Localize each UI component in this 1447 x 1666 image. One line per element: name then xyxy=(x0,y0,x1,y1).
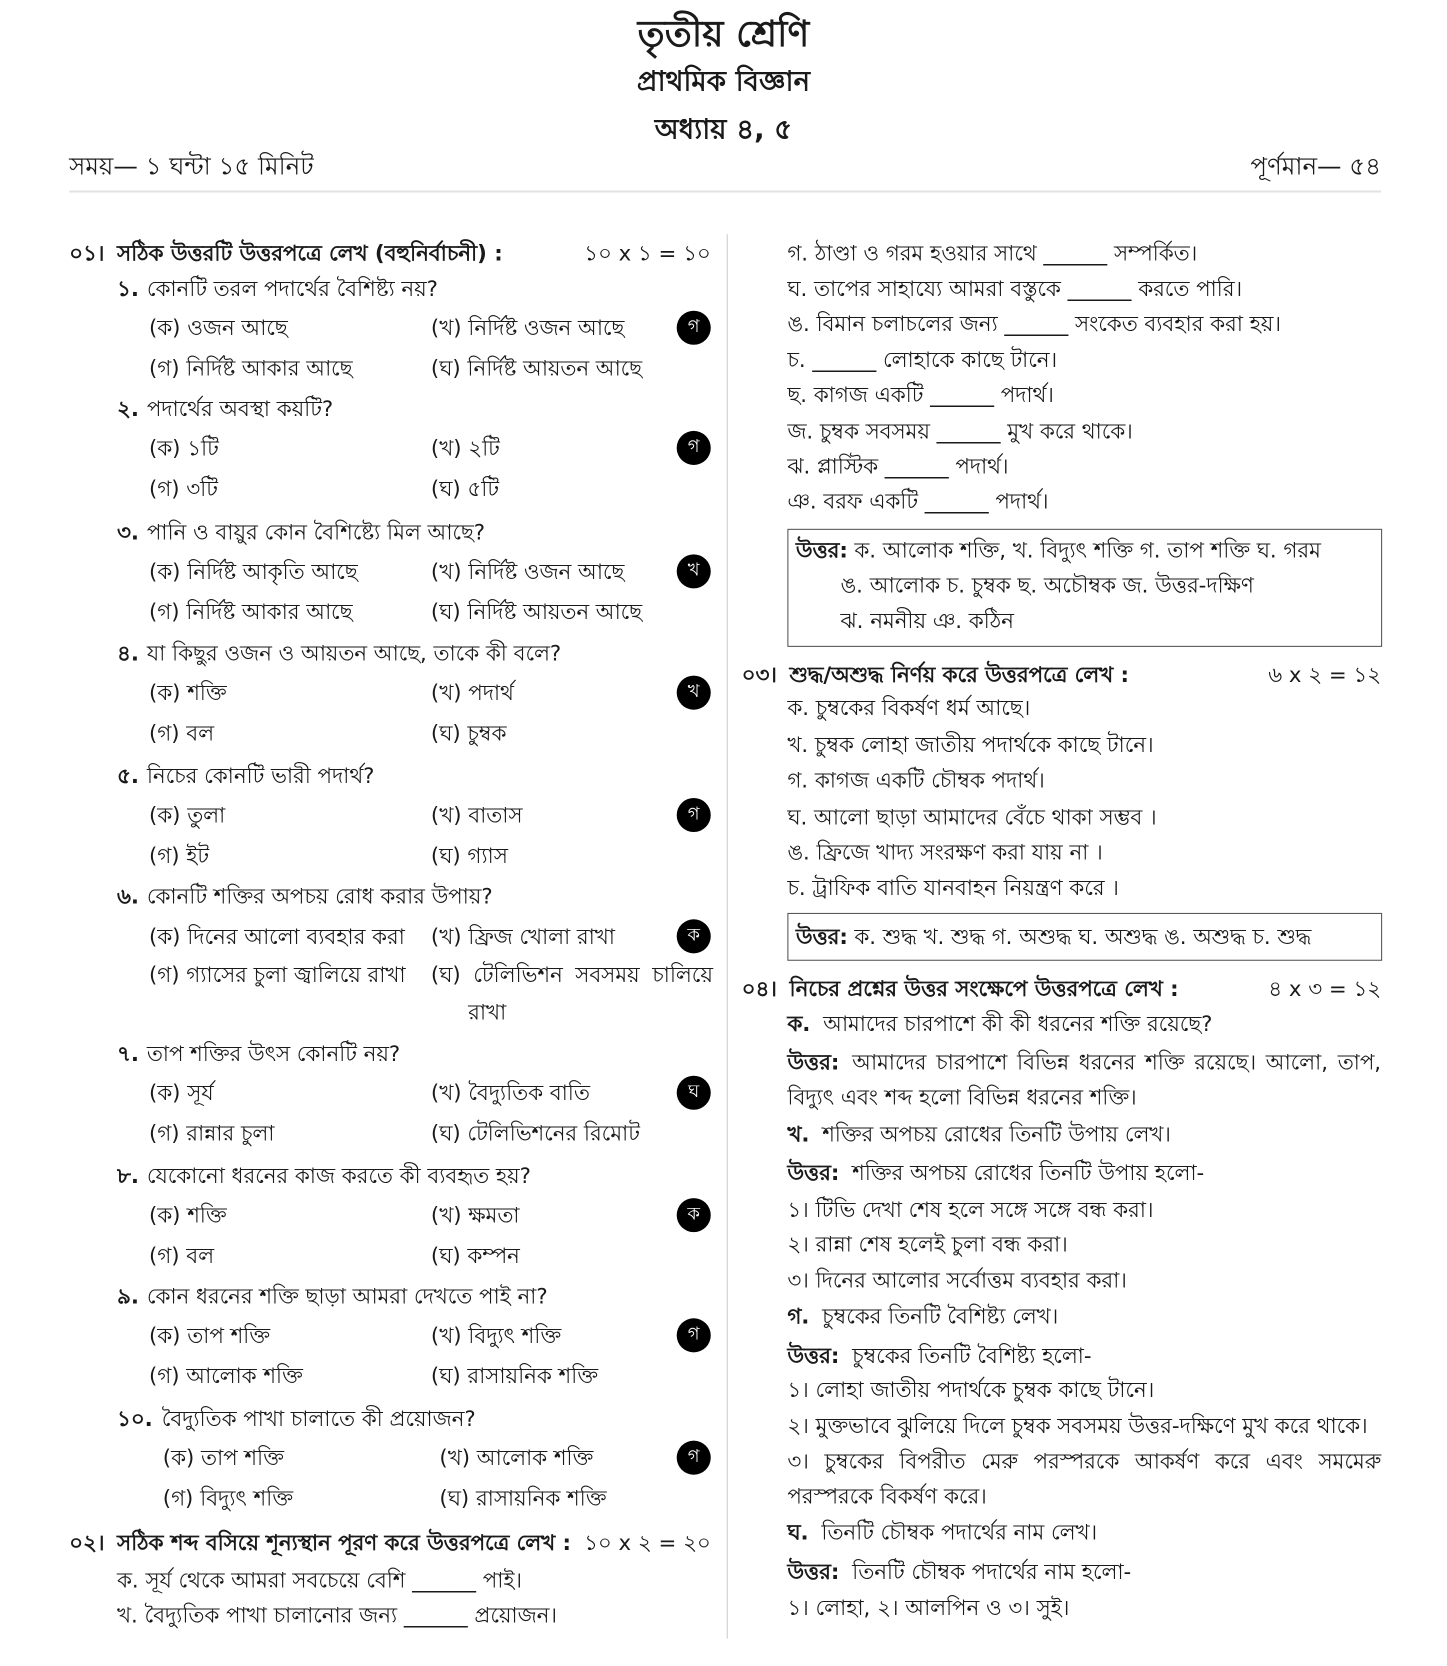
line-text: ১। লোহা জাতীয় পদার্থকে চুম্বক কাছে টানে। xyxy=(787,1376,1155,1403)
full-marks: পূর্ণমান— ৫৪ xyxy=(1250,153,1382,181)
section-title: নিচের প্রশ্নের উত্তর সংক্ষেপে উত্তরপত্রে লেখ : xyxy=(789,975,1179,1002)
question-text: যা কিছুর ওজন ও আয়তন আছে, তাকে কী বলে? xyxy=(146,640,562,667)
line-text: ১। লোহা, ২। আলপিন ও ৩। সুই। xyxy=(787,1594,1070,1621)
answer-badge: গ xyxy=(677,1318,711,1352)
option-ka: (ক) ১টি xyxy=(148,435,219,461)
line-text: আমাদের চারপাশে কী কী ধরনের শক্তি রয়েছে? xyxy=(823,1010,1213,1037)
section-number: ০৪। xyxy=(741,975,777,1002)
section-marks: ৬ x ২ = ১২ xyxy=(1268,661,1382,688)
short-question xyxy=(787,1117,1381,1152)
option-ka: (ক) সূর্য xyxy=(148,1079,214,1106)
short-question xyxy=(787,1299,1381,1334)
line-text: শক্তির অপচয় রোধের তিনটি উপায় লেখ। xyxy=(822,1121,1171,1147)
option-gha: (ঘ) নির্দিষ্ট আয়তন আছে xyxy=(430,599,643,625)
line-label: উত্তর: xyxy=(787,1342,840,1369)
column-divider xyxy=(727,234,728,1638)
line-text: শক্তির অপচয় রোধের তিনটি উপায় হলো- xyxy=(852,1159,1205,1186)
line-text: ১। টিভি দেখা শেষ হলে সঙ্গে সঙ্গে বন্ধ করা। xyxy=(787,1197,1154,1223)
exam-time: সময়— ১ ঘন্টা ১৫ মিনিট xyxy=(69,153,314,181)
true-false-item: ক. চুম্বকের বিকর্ষণ ধর্ম আছে। xyxy=(787,694,1031,721)
option-gha: (ঘ) নির্দিষ্ট আয়তন আছে xyxy=(430,355,643,381)
answer-point xyxy=(787,1444,1381,1514)
question-text: পানি ও বায়ুর কোন বৈশিষ্ট্যে মিল আছে? xyxy=(146,519,486,545)
line-text: আমাদের চারপাশে বিভিন্ন ধরনের শক্তি রয়েছে। আলো, তাপ, বিদ্যুৎ এবং শব্দ হলো বিভিন্ন ধরনের শক্তি। xyxy=(787,1049,1382,1110)
fill-blank-item: ছ. কাগজ একটি ______ পদার্থ। xyxy=(787,381,1054,408)
option-ga: (গ) বল xyxy=(148,1242,214,1269)
answer-text: ঝ. নমনীয় ঞ. কঠিন xyxy=(840,607,1014,634)
line-text: চুম্বকের তিনটি বৈশিষ্ট্য হলো- xyxy=(852,1342,1092,1369)
header-divider xyxy=(69,190,1381,192)
answer-badge: গ xyxy=(677,431,711,465)
fill-blank-item: খ. বৈদ্যুতিক পাখা চালানোর জন্য ______ প্রয়োজন। xyxy=(117,1602,557,1628)
fill-blank-item: গ. ঠাণ্ডা ও গরম হওয়ার সাথে ______ সম্পর্কিত। xyxy=(787,240,1198,266)
option-gha: (ঘ) টেলিভিশন সবসময় চালিয়ে রাখা xyxy=(430,961,713,1025)
option-ga: (গ) আলোক শক্তি xyxy=(148,1362,303,1389)
fill-blank-item: চ. ______ লোহাকে কাছে টানে। xyxy=(787,346,1058,373)
section-number: ০২। xyxy=(69,1530,105,1556)
chapter-title: অধ্যায় ৪, ৫ xyxy=(654,113,793,146)
answer-badge: গ xyxy=(677,1441,711,1475)
question-number: ২. xyxy=(117,395,139,422)
option-kha: (খ) আলোক শক্তি xyxy=(439,1444,594,1471)
line-label: উত্তর: xyxy=(787,1558,840,1585)
fill-blank-item: ঞ. বরফ একটি ______ পদার্থ। xyxy=(787,488,1049,514)
answer-line xyxy=(787,1156,1381,1191)
answer-badge: গ xyxy=(677,311,711,345)
option-kha: (খ) ফ্রিজ খোলা রাখা xyxy=(430,923,615,950)
answer-point xyxy=(787,1193,1381,1228)
answer-label: উত্তর: xyxy=(795,537,848,563)
true-false-item: গ. কাগজ একটি চৌম্বক পদার্থ। xyxy=(787,767,1045,793)
option-ka: (ক) নির্দিষ্ট আকৃতি আছে xyxy=(148,558,358,585)
option-kha: (খ) বৈদ্যুতিক বাতি xyxy=(430,1079,590,1106)
option-gha: (ঘ) গ্যাস xyxy=(430,842,508,869)
fill-blank-item: ক. সূর্য থেকে আমরা সবচেয়ে বেশি ______ পাই। xyxy=(117,1567,523,1593)
option-ka: (ক) দিনের আলো ব্যবহার করা xyxy=(148,923,405,950)
line-label: গ. xyxy=(787,1303,810,1329)
subject-title: প্রাথমিক বিজ্ঞান xyxy=(636,65,811,98)
line-label: উত্তর: xyxy=(787,1049,840,1075)
section-marks: ১০ x ১ = ১০ xyxy=(584,240,711,266)
option-gha: (ঘ) টেলিভিশনের রিমোট xyxy=(430,1120,640,1146)
question-number: ৪. xyxy=(117,640,139,667)
true-false-item: চ. ট্রাফিক বাতি যানবাহন নিয়ন্ত্রণ করে । xyxy=(787,874,1119,901)
answer-text: ঙ. আলোক চ. চুম্বক ছ. অচৌম্বক জ. উত্তর-দক্ষিণ xyxy=(840,572,1254,598)
answer-text: ক. শুদ্ধ খ. শুদ্ধ গ. অশুদ্ধ ঘ. অশুদ্ধ ঙ. অশুদ্ধ চ. শুদ্ধ xyxy=(854,923,1312,950)
line-text: তিনটি চৌম্বক পদার্থের নাম হলো- xyxy=(852,1558,1132,1585)
option-ka: (ক) তাপ শক্তি xyxy=(162,1444,284,1471)
line-text: ২। মুক্তভাবে ঝুলিয়ে দিলে চুম্বক সবসময় উত্তর-দক্ষিণে মুখ করে থাকে। xyxy=(787,1412,1368,1439)
section-marks: ১০ x ২ = ২০ xyxy=(584,1530,711,1556)
true-false-item: ঘ. আলো ছাড়া আমাদের বেঁচে থাকা সম্ভব । xyxy=(787,804,1157,830)
true-false-item: ঙ. ফ্রিজে খাদ্য সংরক্ষণ করা যায় না । xyxy=(787,839,1103,866)
line-text: তিনটি চৌম্বক পদার্থের নাম লেখ। xyxy=(821,1519,1098,1545)
question-text: তাপ শক্তির উৎস কোনটি নয়? xyxy=(146,1040,401,1067)
section-title: সঠিক শব্দ বসিয়ে শূন্যস্থান পূরণ করে উত্তরপত্রে লেখ : xyxy=(117,1530,572,1556)
short-question xyxy=(787,1515,1381,1550)
line-text: চুম্বকের তিনটি বৈশিষ্ট্য লেখ। xyxy=(822,1303,1059,1329)
line-text: ৩। চুম্বকের বিপরীত মেরু পরস্পরকে আকর্ষণ করে এবং সমমেরু পরস্পরকে বিকর্ষণ করে। xyxy=(787,1448,1382,1509)
answer-point xyxy=(787,1263,1381,1298)
question-number: ৩. xyxy=(117,519,139,545)
question-text: বৈদ্যুতিক পাখা চালাতে কী প্রয়োজন? xyxy=(161,1405,476,1432)
option-ga: (গ) ৩টি xyxy=(148,475,218,502)
option-ga: (গ) বিদ্যুৎ শক্তি xyxy=(162,1485,293,1511)
answer-label: উত্তর: xyxy=(795,923,848,950)
answer-line xyxy=(787,1555,1381,1590)
option-kha: (খ) বিদ্যুৎ শক্তি xyxy=(430,1322,562,1349)
question-text: যেকোনো ধরনের কাজ করতে কী ব্যবহৃত হয়? xyxy=(146,1162,531,1189)
option-kha: (খ) ২টি xyxy=(430,435,500,461)
answer-point xyxy=(787,1227,1381,1262)
option-kha: (খ) বাতাস xyxy=(430,802,523,828)
answer-badge: ক xyxy=(677,1198,711,1232)
question-number: ৬. xyxy=(117,883,139,909)
fill-blank-item: ঝ. প্লাস্টিক ______ পদার্থ। xyxy=(787,453,1009,479)
question-number: ৫. xyxy=(117,762,139,789)
answer-point xyxy=(787,1409,1381,1444)
section-number: ০৩। xyxy=(741,661,777,688)
fill-blank-item: ঙ. বিমান চলাচলের জন্য ______ সংকেত ব্যবহার করা হয়। xyxy=(787,310,1281,337)
option-gha: (ঘ) রাসায়নিক শক্তি xyxy=(439,1485,607,1511)
question-text: নিচের কোনটি ভারী পদার্থ? xyxy=(146,762,375,789)
answer-line xyxy=(787,1339,1381,1374)
line-label: ক. xyxy=(787,1010,811,1037)
option-ga: (গ) বল xyxy=(148,720,214,746)
section-number: ০১। xyxy=(69,240,105,266)
option-ka: (ক) তুলা xyxy=(148,802,226,828)
answer-badge: ঘ xyxy=(677,1076,711,1110)
answer-badge: গ xyxy=(677,798,711,832)
question-number: ১০. xyxy=(117,1405,153,1432)
fill-blank-item: ঘ. তাপের সাহায্যে আমরা বস্তুকে ______ করতে পারি। xyxy=(787,275,1243,302)
section-title: সঠিক উত্তরটি উত্তরপত্রে লেখ (বহুনির্বাচনী) : xyxy=(117,240,503,266)
answer-badge: খ xyxy=(677,676,711,710)
fill-blank-item: জ. চুম্বক সবসময় ______ মুখ করে থাকে। xyxy=(787,418,1133,444)
question-number: ১. xyxy=(117,275,139,302)
option-ga: (গ) গ্যাসের চুলা জ্বালিয়ে রাখা xyxy=(148,961,406,988)
answer-line xyxy=(787,1045,1381,1115)
question-text: কোন ধরনের শক্তি ছাড়া আমরা দেখতে পাই না? xyxy=(146,1283,548,1309)
option-ka: (ক) শক্তি xyxy=(148,1202,227,1228)
option-ka: (ক) শক্তি xyxy=(148,679,227,706)
option-ga: (গ) ইট xyxy=(148,842,209,869)
answer-point xyxy=(787,1373,1381,1408)
option-kha: (খ) নির্দিষ্ট ওজন আছে xyxy=(430,314,625,341)
question-number: ৭. xyxy=(117,1040,139,1067)
option-ga: (গ) নির্দিষ্ট আকার আছে xyxy=(148,355,353,381)
option-ga: (গ) রান্নার চুলা xyxy=(148,1120,275,1146)
section-title: শুদ্ধ/অশুদ্ধ নির্ণয় করে উত্তরপত্রে লেখ : xyxy=(789,661,1130,688)
line-label: উত্তর: xyxy=(787,1159,840,1186)
option-gha: (ঘ) রাসায়নিক শক্তি xyxy=(430,1362,598,1389)
answer-text: ক. আলোক শক্তি, খ. বিদ্যুৎ শক্তি গ. তাপ শক্তি ঘ. গরম xyxy=(854,537,1321,563)
short-question xyxy=(787,1007,1381,1042)
question-text: পদার্থের অবস্থা কয়টি? xyxy=(146,395,334,422)
line-text: ২। রান্না শেষ হলেই চুলা বন্ধ করা। xyxy=(787,1231,1068,1257)
answer-badge: ক xyxy=(677,919,711,953)
line-text: ৩। দিনের আলোর সর্বোত্তম ব্যবহার করা। xyxy=(787,1267,1127,1293)
question-number: ৮. xyxy=(117,1162,139,1189)
line-label: ঘ. xyxy=(787,1519,809,1545)
option-kha: (খ) নির্দিষ্ট ওজন আছে xyxy=(430,558,625,585)
option-gha: (ঘ) কম্পন xyxy=(430,1242,520,1269)
class-title: তৃতীয় শ্রেণি xyxy=(637,12,810,56)
option-gha: (ঘ) ৫টি xyxy=(430,475,499,502)
option-kha: (খ) ক্ষমতা xyxy=(430,1202,520,1228)
answer-badge: খ xyxy=(677,554,711,588)
option-ka: (ক) ওজন আছে xyxy=(148,314,288,341)
option-ga: (গ) নির্দিষ্ট আকার আছে xyxy=(148,599,353,625)
line-label: খ. xyxy=(787,1121,810,1147)
option-gha: (ঘ) চুম্বক xyxy=(430,720,507,746)
question-text: কোনটি শক্তির অপচয় রোধ করার উপায়? xyxy=(146,883,493,909)
answer-point xyxy=(787,1591,1381,1626)
true-false-item: খ. চুম্বক লোহা জাতীয় পদার্থকে কাছে টানে। xyxy=(787,732,1154,758)
question-text: কোনটি তরল পদার্থের বৈশিষ্ট্য নয়? xyxy=(146,275,438,302)
section-marks: ৪ x ৩ = ১২ xyxy=(1268,975,1382,1002)
option-kha: (খ) পদার্থ xyxy=(430,679,514,706)
question-number: ৯. xyxy=(117,1283,139,1309)
option-ka: (ক) তাপ শক্তি xyxy=(148,1322,270,1349)
